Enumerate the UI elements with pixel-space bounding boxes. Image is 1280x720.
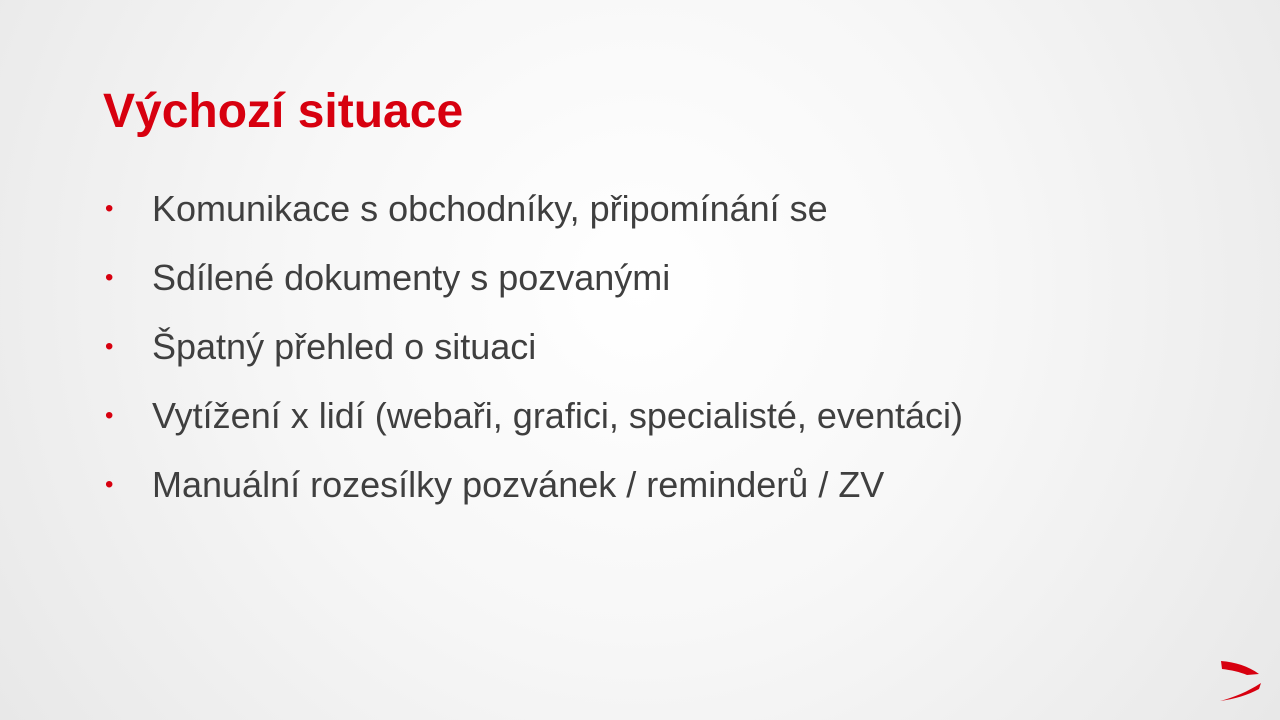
- bullet-icon: •: [105, 195, 114, 222]
- bullet-item: [103, 462, 963, 508]
- bullet-item: [103, 255, 963, 301]
- bullet-text: Špatný přehled o situaci: [152, 326, 537, 367]
- bullet-text: Sdílené dokumenty s pozvanými: [152, 257, 671, 298]
- bullet-item: [103, 186, 963, 232]
- bullet-text: Manuální rozesílky pozvánek / reminderů / ZV: [152, 464, 885, 505]
- bullet-icon: •: [105, 333, 114, 360]
- red-swoosh-logo-icon: [1218, 658, 1262, 704]
- bullet-item: [103, 393, 963, 439]
- bullet-text: Komunikace s obchodníky, připomínání se: [152, 188, 828, 229]
- slide-title: Výchozí situace: [103, 85, 464, 138]
- bullet-list: [103, 186, 963, 531]
- bullet-icon: •: [105, 471, 114, 498]
- bullet-icon: •: [105, 264, 114, 291]
- bullet-item: [103, 324, 963, 370]
- bullet-icon: •: [105, 402, 114, 429]
- bullet-text: Vytížení x lidí (webaři, grafici, specialisté, eventáci): [152, 395, 963, 436]
